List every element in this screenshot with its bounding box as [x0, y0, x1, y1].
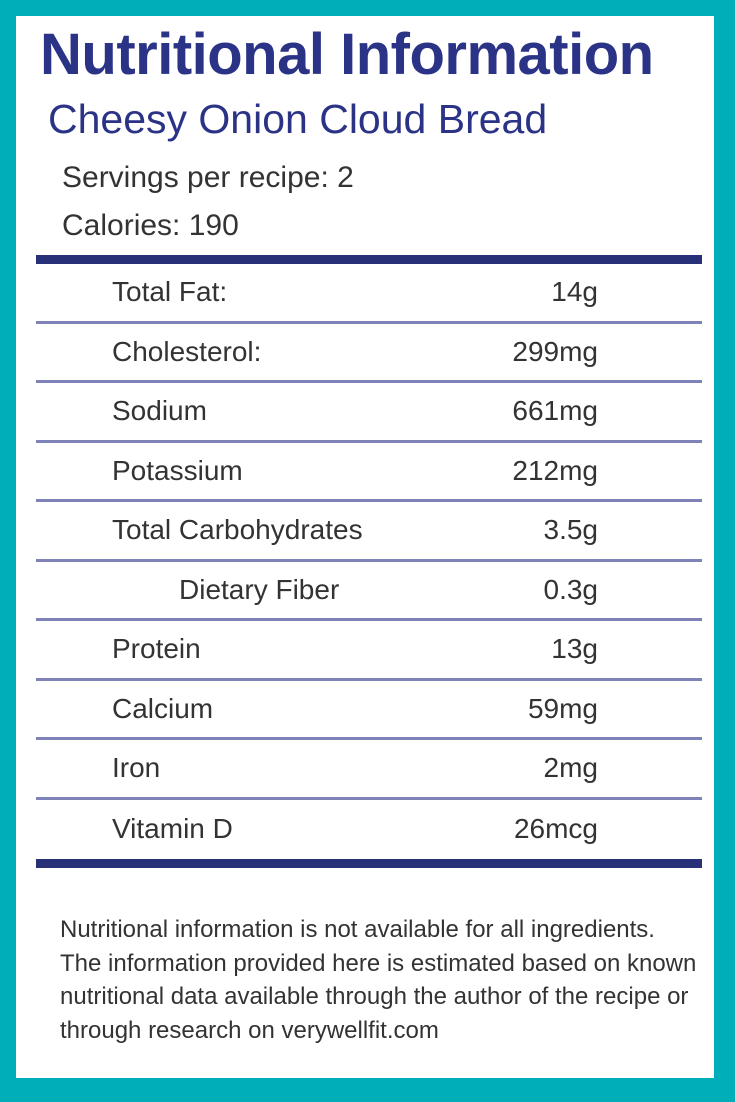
nutrient-value: 212mg — [512, 454, 598, 486]
table-row — [36, 502, 702, 562]
table-row — [36, 443, 702, 503]
table-row — [36, 324, 702, 384]
nutrient-value: 661mg — [512, 395, 598, 427]
disclaimer-line: through research on verywellfit.com — [60, 1016, 439, 1044]
table-rows — [36, 264, 702, 859]
nutrient-label: Potassium — [112, 454, 243, 486]
table-row — [36, 681, 702, 741]
calories-value: Calories: 190 — [62, 209, 239, 242]
disclaimer-line: Nutritional information is not available for all ingredients. — [60, 916, 655, 943]
disclaimer-line: nutritional data available through the author of the recipe or — [60, 983, 689, 1010]
table-row — [36, 621, 702, 681]
nutrient-label: Iron — [112, 752, 161, 784]
table-row — [36, 383, 702, 443]
nutrient-label: Cholesterol: — [112, 335, 262, 367]
disclaimer-line: The information provided here is estimated based on known — [60, 949, 697, 977]
disclaimer-text — [60, 913, 697, 1047]
nutrient-value: 0.3g — [543, 573, 598, 605]
nutrient-value: 3.5g — [543, 514, 598, 546]
page-title: Nutritional Information — [40, 22, 654, 87]
nutrient-value: 26mcg — [513, 813, 598, 845]
nutrient-label: Total Carbohydrates — [112, 514, 363, 546]
nutrition-table — [36, 255, 702, 868]
nutrient-value: 14g — [551, 276, 598, 308]
nutrient-value: 13g — [551, 633, 598, 665]
nutrient-value: 299mg — [512, 335, 598, 367]
table-row — [36, 562, 702, 622]
label-card — [16, 16, 714, 1078]
nutrient-value: 2mg — [543, 752, 598, 784]
nutrient-label: Vitamin D — [112, 813, 233, 845]
table-row — [36, 800, 702, 860]
recipe-name: Cheesy Onion Cloud Bread — [48, 96, 548, 142]
table-row — [36, 264, 702, 324]
nutrient-value: 59mg — [527, 692, 598, 724]
nutrient-label: Total Fat: — [112, 276, 228, 308]
nutrient-label: Dietary Fiber — [179, 573, 340, 605]
table-row — [36, 740, 702, 800]
table-bottom-rule — [36, 859, 702, 868]
nutrient-label: Sodium — [112, 395, 207, 427]
nutrient-label: Calcium — [112, 692, 214, 724]
servings-per-recipe: Servings per recipe: 2 — [62, 161, 354, 194]
nutrient-label: Protein — [112, 633, 201, 665]
table-top-rule — [36, 255, 702, 264]
